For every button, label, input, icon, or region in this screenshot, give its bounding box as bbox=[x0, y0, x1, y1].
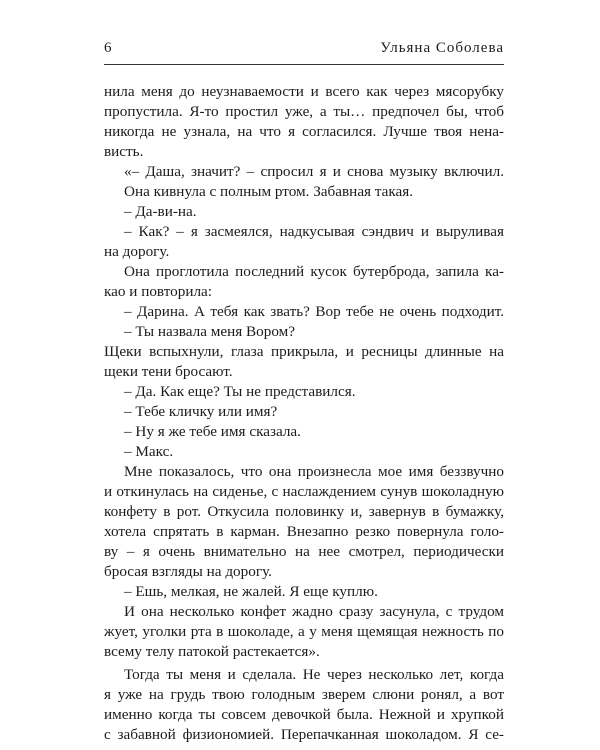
text-line: я уже на грудь твою голодным зверем слюни ронял, а вот bbox=[104, 686, 504, 703]
text-line: именно когда ты совсем девочкой была. Нежной и хрупкой bbox=[104, 706, 504, 723]
text-line: – Ну я же тебе имя сказала. bbox=[124, 423, 301, 440]
text-line: хотела спрятать в карман. Внезапно резко повернула голо- bbox=[104, 523, 504, 540]
text-line: – Макс. bbox=[124, 443, 174, 460]
page-number: 6 bbox=[104, 40, 112, 56]
text-line: бросая взгляды на дорогу. bbox=[104, 563, 272, 580]
text-line: всему телу патокой растекается». bbox=[104, 643, 320, 660]
text-line: Щеки вспыхнули, глаза прикрыла, и ресницы длинные на bbox=[104, 343, 504, 360]
text-line: на дорогу. bbox=[104, 243, 170, 260]
text-line: Она проглотила последний кусок бутерброда, запила ка- bbox=[124, 263, 504, 280]
text-line: нила меня до неузнаваемости и всего как через мясорубку bbox=[104, 83, 504, 100]
text-line: – Как? – я засмеялся, надкусывая сэндвич и выруливая bbox=[124, 223, 504, 240]
text-line: висть. bbox=[104, 143, 144, 160]
text-line: пропустила. Я-то простил уже, а ты… предпочел бы, чтоб bbox=[104, 103, 504, 120]
text-line: – Тебе кличку или имя? bbox=[124, 403, 278, 420]
text-line: Она кивнула с полным ртом. Забавная такая. bbox=[124, 183, 414, 200]
text-line: – Ешь, мелкая, не жалей. Я еще куплю. bbox=[124, 583, 378, 600]
text-line: ву – я очень внимательно на нее смотрел, периодически bbox=[104, 543, 504, 560]
text-line: щеки тени бросают. bbox=[104, 363, 233, 380]
text-line: И она несколько конфет жадно сразу засунула, с трудом bbox=[124, 603, 504, 620]
text-line: – Ты назвала меня Вором? bbox=[124, 323, 295, 340]
text-line: – Дарина. А тебя как звать? Вор тебе не очень подходит. bbox=[124, 303, 504, 320]
text-line: Мне показалось, что она произнесла мое имя беззвучно bbox=[124, 463, 504, 480]
text-line: жует, уголки рта в шоколаде, а у меня щемящая нежность по bbox=[104, 623, 504, 640]
text-line: Тогда ты меня и сделала. Не через несколько лет, когда bbox=[124, 666, 504, 683]
page-header bbox=[104, 36, 504, 60]
running-title-author: Ульяна Соболева bbox=[380, 40, 504, 56]
text-line: и откинулась на сиденье, с наслаждением сунув шоколадную bbox=[104, 483, 504, 500]
text-line: – Да. Как еще? Ты не представился. bbox=[124, 383, 356, 400]
body-text bbox=[104, 82, 504, 745]
text-line: с забавной физиономией. Перепачканная шоколадом. Я се- bbox=[104, 726, 504, 743]
header-rule bbox=[104, 64, 504, 65]
text-line: «– Даша, значит? – спросил я и снова музыку включил. bbox=[124, 163, 504, 180]
text-line: као и повторила: bbox=[104, 283, 213, 300]
text-line: конфету в рот. Откусила половинку и, завернув в бумажку, bbox=[104, 503, 504, 520]
text-line: никогда не узнала, на что я согласился. Лучше твоя нена- bbox=[104, 123, 504, 140]
text-line: – Да-ви-на. bbox=[124, 203, 197, 220]
